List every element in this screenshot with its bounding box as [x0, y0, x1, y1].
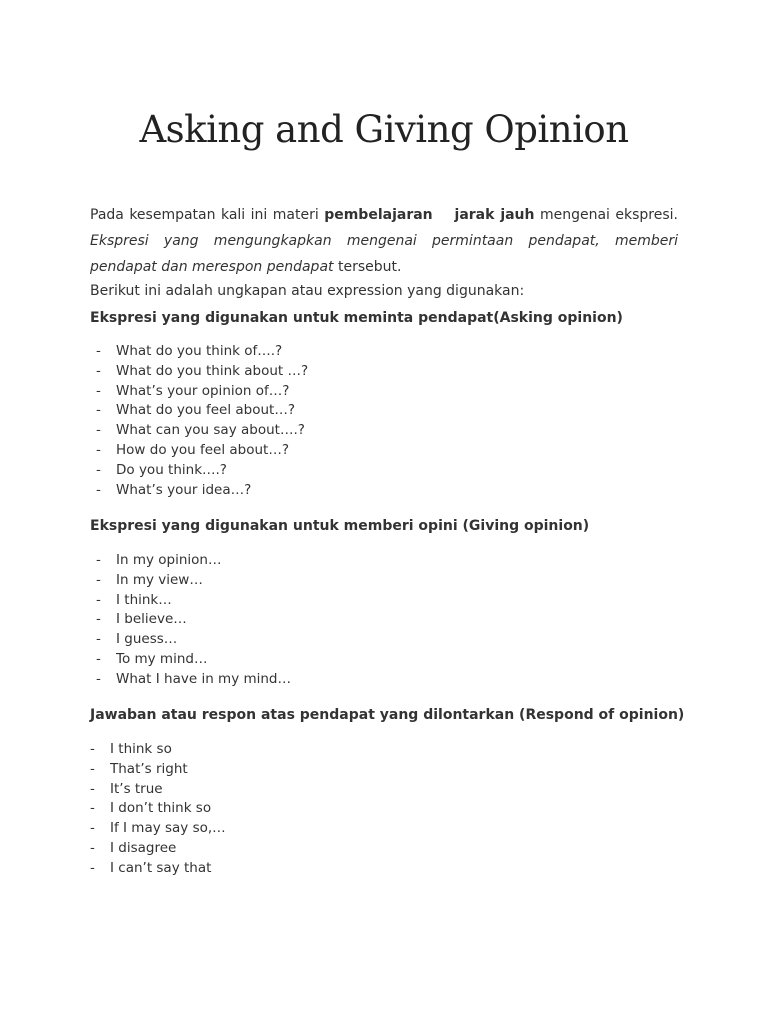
intro-text-b: mengenai ekspresi. — [534, 207, 678, 223]
bullet-dash: - — [90, 800, 95, 817]
asking-opinion-list — [96, 342, 308, 500]
list-item — [96, 362, 308, 382]
list-item — [96, 630, 291, 650]
bullet-dash: - — [96, 402, 101, 419]
list-item — [96, 421, 308, 441]
intro-text-c: tersebut. — [333, 259, 402, 275]
list-item-text: What’s your opinion of…? — [116, 382, 290, 399]
list-item — [90, 740, 226, 760]
list-item — [96, 610, 291, 630]
bullet-dash: - — [96, 591, 101, 608]
list-item-text: I think… — [116, 591, 172, 608]
list-item — [90, 839, 226, 859]
list-item — [96, 342, 308, 362]
list-item-text: I can’t say that — [110, 859, 212, 876]
list-item-text: How do you feel about…? — [116, 441, 289, 458]
bullet-dash: - — [96, 611, 101, 628]
list-item-text: Do you think….? — [116, 461, 227, 478]
list-item — [96, 551, 291, 571]
list-item — [96, 441, 308, 461]
bullet-dash: - — [90, 839, 95, 856]
intro-text-a: Pada kesempatan kali ini materi — [90, 207, 325, 223]
bullet-dash: - — [96, 461, 101, 478]
list-item-text: That’s right — [110, 760, 188, 777]
list-item-text: What can you say about….? — [116, 422, 305, 439]
giving-opinion-list — [96, 551, 291, 690]
list-item — [96, 591, 291, 611]
intro-italic: Ekspresi yang mengungkapkan mengenai permintaan pendapat, memberi pendapat dan merespon pendapat — [90, 233, 678, 275]
list-item — [96, 571, 291, 591]
bullet-dash: - — [90, 760, 95, 777]
list-item — [96, 461, 308, 481]
intro-paragraph — [90, 202, 678, 280]
list-item-text: What do you think of….? — [116, 343, 283, 359]
giving-opinion-heading: Ekspresi yang digunakan untuk memberi opini (Giving opinion) — [90, 518, 590, 534]
list-item-text: I don’t think so — [110, 800, 212, 817]
asking-opinion-heading: Ekspresi yang digunakan untuk meminta pendapat(Asking opinion) — [90, 310, 623, 326]
list-item — [96, 382, 308, 402]
bullet-dash: - — [96, 650, 101, 667]
bullet-dash: - — [96, 631, 101, 648]
list-item-text: To my mind… — [116, 650, 208, 667]
bullet-dash: - — [96, 571, 101, 588]
list-item-text: What do you think about …? — [116, 362, 309, 379]
list-item-text: If I may say so,… — [110, 820, 226, 837]
list-item-text: What’s your idea…? — [116, 481, 252, 498]
list-item — [90, 760, 226, 780]
bullet-dash: - — [96, 362, 101, 379]
bullet-dash: - — [96, 343, 101, 359]
list-item-text: It’s true — [110, 780, 163, 797]
bullet-dash: - — [96, 552, 101, 568]
list-item — [90, 780, 226, 800]
bullet-dash: - — [90, 859, 95, 876]
list-item-text: What do you feel about…? — [116, 402, 296, 419]
bullet-dash: - — [90, 820, 95, 837]
list-item — [90, 819, 226, 839]
intro-expression-line: Berikut ini adalah ungkapan atau expression yang digunakan: — [90, 283, 525, 299]
intro-bold-pembelajaran: pembelajaran — [324, 207, 433, 223]
respond-opinion-heading: Jawaban atau respon atas pendapat yang dilontarkan (Respond of opinion) — [90, 707, 685, 723]
bullet-dash: - — [90, 780, 95, 797]
list-item — [90, 859, 226, 879]
bullet-dash: - — [96, 441, 101, 458]
list-item-text: I think so — [110, 741, 172, 757]
list-item-text: What I have in my mind… — [116, 670, 292, 687]
list-item — [96, 670, 291, 690]
bullet-dash: - — [96, 481, 101, 498]
list-item-text: I believe… — [116, 611, 187, 628]
bullet-dash: - — [96, 382, 101, 399]
bullet-dash: - — [90, 741, 95, 757]
list-item-text: In my opinion… — [116, 552, 222, 568]
document-title: Asking and Giving Opinion — [139, 108, 629, 151]
intro-bold-jarak-jauh: jarak jauh — [454, 207, 535, 223]
list-item — [96, 481, 308, 501]
bullet-dash: - — [96, 422, 101, 439]
list-item — [96, 650, 291, 670]
respond-opinion-list — [90, 740, 226, 879]
bullet-dash: - — [96, 670, 101, 687]
list-item — [90, 799, 226, 819]
list-item-text: I disagree — [110, 839, 177, 856]
list-item-text: I guess… — [116, 631, 178, 648]
list-item — [96, 401, 308, 421]
list-item-text: In my view… — [116, 571, 203, 588]
